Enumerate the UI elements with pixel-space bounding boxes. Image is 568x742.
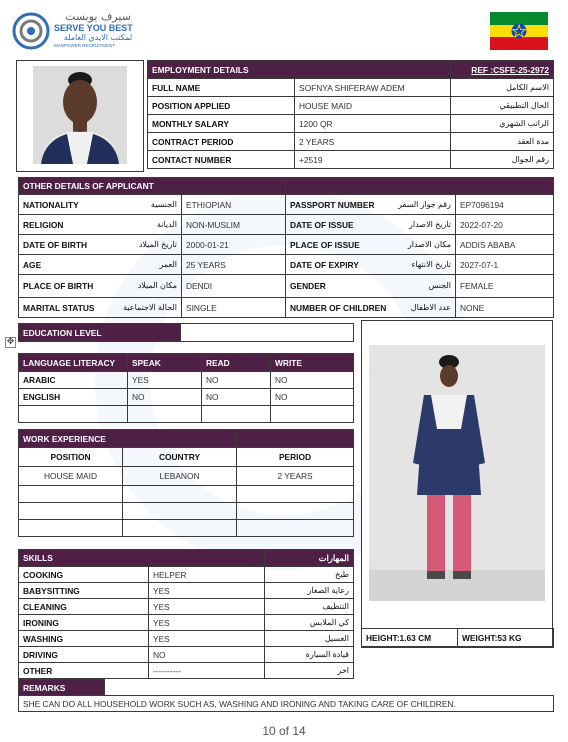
other-details-row	[19, 298, 554, 318]
language-header: SPEAK	[128, 354, 202, 372]
detail-value: 25 YEARS	[182, 255, 286, 275]
employment-value: HOUSE MAID	[295, 97, 451, 115]
logo-arabic-subtext: لمكتب الايدي العاملة	[63, 33, 133, 42]
skill-value: YES	[149, 615, 265, 631]
company-logo	[12, 10, 142, 52]
ethiopia-flag	[490, 12, 548, 50]
employment-value: 1200 QR	[295, 115, 451, 133]
employment-row	[148, 79, 554, 97]
detail-value: EP7096194	[456, 195, 554, 215]
detail-label: PASSPORT NUMBER رقم جواز السفر	[286, 195, 456, 215]
detail-label: AGE العمر	[19, 255, 182, 275]
employment-value: 2 YEARS	[295, 133, 451, 151]
skill-label-arabic: التنظيف	[265, 599, 354, 615]
employment-label: FULL NAME	[148, 79, 295, 97]
language-name: ARABIC	[19, 372, 128, 389]
logo-emblem-icon	[12, 12, 50, 50]
language-header: READ	[202, 354, 271, 372]
skill-row	[19, 599, 354, 615]
detail-value: NONE	[456, 298, 554, 318]
skill-value: HELPER	[149, 567, 265, 583]
page-counter: 10 of 14	[262, 724, 306, 738]
skills-table	[18, 549, 354, 679]
employment-details-title: EMPLOYMENT DETAILS	[148, 61, 451, 79]
skill-value: YES	[149, 599, 265, 615]
employment-row	[148, 133, 554, 151]
remarks-table	[18, 679, 554, 712]
weight-value: WEIGHT:53 KG	[458, 629, 554, 648]
skills-title: SKILLS	[19, 550, 265, 567]
skill-label: CLEANING	[19, 599, 149, 615]
skill-label-arabic: رعاية الصغار	[265, 583, 354, 599]
language-row	[19, 389, 354, 406]
skill-label-arabic: اخر	[265, 663, 354, 679]
detail-label: MARITAL STATUS الحالة الاجتماعية	[19, 298, 182, 318]
logo-arabic-text: سيرف يوبست	[65, 10, 131, 23]
detail-value: ETHIOPIAN	[182, 195, 286, 215]
employment-label: CONTACT NUMBER	[148, 151, 295, 169]
employment-row	[148, 115, 554, 133]
skill-row	[19, 647, 354, 663]
language-header: LANGUAGE LITERACY	[19, 354, 128, 372]
employment-row	[148, 97, 554, 115]
skill-label: IRONING	[19, 615, 149, 631]
language-speak: NO	[128, 389, 202, 406]
employment-label: POSITION APPLIED	[148, 97, 295, 115]
employment-label-arabic: مدة العقد	[451, 133, 554, 151]
language-header: WRITE	[271, 354, 354, 372]
detail-value: SINGLE	[182, 298, 286, 318]
flag-star-emblem-icon	[511, 23, 527, 39]
detail-value: ADDIS ABABA	[456, 235, 554, 255]
language-name: ENGLISH	[19, 389, 128, 406]
detail-label: DATE OF EXPIRY تاريخ الانتهاء	[286, 255, 456, 275]
detail-label: DATE OF BIRTH تاريخ الميلاد	[19, 235, 182, 255]
skill-label: COOKING	[19, 567, 149, 583]
reference-number: REF :CSFE-25-2972	[451, 61, 554, 79]
skill-row	[19, 583, 354, 599]
education-level-value	[181, 324, 354, 342]
detail-value: 2000-01-21	[182, 235, 286, 255]
language-row	[19, 372, 354, 389]
work-row	[19, 467, 354, 486]
detail-value: NON-MUSLIM	[182, 215, 286, 235]
detail-value: DENDI	[182, 275, 286, 298]
work-header: POSITION	[19, 448, 123, 467]
skill-label: BABYSITTING	[19, 583, 149, 599]
employment-details-table	[147, 60, 554, 169]
other-details-row	[19, 255, 554, 275]
detail-label: DATE OF ISSUE تاريخ الاصدار	[286, 215, 456, 235]
skill-value: NO	[149, 647, 265, 663]
other-details-title: OTHER DETAILS OF APPLICANT	[19, 178, 286, 195]
work-experience-title: WORK EXPERIENCE	[19, 430, 237, 448]
employment-label-arabic: الراتب الشهري	[451, 115, 554, 133]
skill-label-arabic: الغسيل	[265, 631, 354, 647]
skill-label-arabic: كي الملابس	[265, 615, 354, 631]
detail-value: FEMALE	[456, 275, 554, 298]
work-position: HOUSE MAID	[19, 467, 123, 486]
skill-row	[19, 567, 354, 583]
skill-row	[19, 663, 354, 679]
skill-label: DRIVING	[19, 647, 149, 663]
language-read: NO	[202, 372, 271, 389]
work-header: COUNTRY	[123, 448, 237, 467]
logo-subtext: MANPOWER RECRUITMENT	[54, 43, 115, 48]
work-period: 2 YEARS	[237, 467, 354, 486]
skill-label: WASHING	[19, 631, 149, 647]
skill-label: OTHER	[19, 663, 149, 679]
other-details-row	[19, 235, 554, 255]
applicant-fullbody-frame	[361, 320, 553, 647]
detail-label: RELIGION الديانة	[19, 215, 182, 235]
logo-english-text: SERVE YOU BEST	[54, 23, 133, 33]
employment-label-arabic: الحال التطبيقي	[451, 97, 554, 115]
language-read: NO	[202, 389, 271, 406]
skill-value: ----------	[149, 663, 265, 679]
applicant-portrait-frame	[16, 60, 144, 172]
applicant-fullbody-photo	[369, 345, 545, 601]
employment-value: SOFNYA SHIFERAW ADEM	[295, 79, 451, 97]
employment-label-arabic: الاسم الكامل	[451, 79, 554, 97]
work-row-empty	[19, 503, 354, 520]
skill-value: YES	[149, 631, 265, 647]
skill-row	[19, 615, 354, 631]
remarks-title: REMARKS	[19, 680, 105, 696]
body-stats-table	[361, 628, 554, 648]
detail-label: PLACE OF ISSUE مكان الاصدار	[286, 235, 456, 255]
remarks-text: SHE CAN DO ALL HOUSEHOLD WORK SUCH AS, WASHING AND IRONING AND TAKING CARE OF CHILDREN.	[19, 696, 554, 712]
employment-row	[148, 151, 554, 169]
detail-label: GENDER الجنس	[286, 275, 456, 298]
skills-title-arabic: المهارات	[265, 550, 354, 567]
employment-label: CONTRACT PERIOD	[148, 133, 295, 151]
work-row-empty	[19, 486, 354, 503]
other-details-row	[19, 275, 554, 298]
language-row-empty	[19, 406, 354, 423]
detail-value: 2027-07-1	[456, 255, 554, 275]
skill-row	[19, 631, 354, 647]
other-details-row	[19, 195, 554, 215]
table-move-handle-icon[interactable]: ✥	[6, 337, 15, 347]
other-details-row	[19, 215, 554, 235]
work-experience-table	[18, 429, 354, 537]
other-details-title-blank	[286, 178, 554, 195]
work-experience-title-blank	[237, 430, 354, 448]
employment-label-arabic: رقم الجوال	[451, 151, 554, 169]
height-value: HEIGHT:1.63 CM	[362, 629, 458, 648]
education-level-title: EDUCATION LEVEL	[19, 324, 181, 342]
language-speak: YES	[128, 372, 202, 389]
applicant-portrait-photo	[33, 66, 127, 164]
detail-label: NUMBER OF CHILDREN عدد الاطفال	[286, 298, 456, 318]
work-country: LEBANON	[123, 467, 237, 486]
detail-value: 2022-07-20	[456, 215, 554, 235]
skill-label-arabic: قيادة السيارة	[265, 647, 354, 663]
work-row-empty	[19, 520, 354, 537]
language-write: NO	[271, 372, 354, 389]
skill-label-arabic: طبخ	[265, 567, 354, 583]
remarks-title-blank	[105, 680, 554, 696]
employment-label: MONTHLY SALARY	[148, 115, 295, 133]
detail-label: NATIONALITY الجنسية	[19, 195, 182, 215]
employment-value: +2519	[295, 151, 451, 169]
other-details-table	[18, 177, 554, 318]
education-level-table	[18, 323, 354, 342]
language-write: NO	[271, 389, 354, 406]
skill-value: YES	[149, 583, 265, 599]
language-literacy-table	[18, 353, 354, 423]
detail-label: PLACE OF BIRTH مكان الميلاد	[19, 275, 182, 298]
work-header: PERIOD	[237, 448, 354, 467]
